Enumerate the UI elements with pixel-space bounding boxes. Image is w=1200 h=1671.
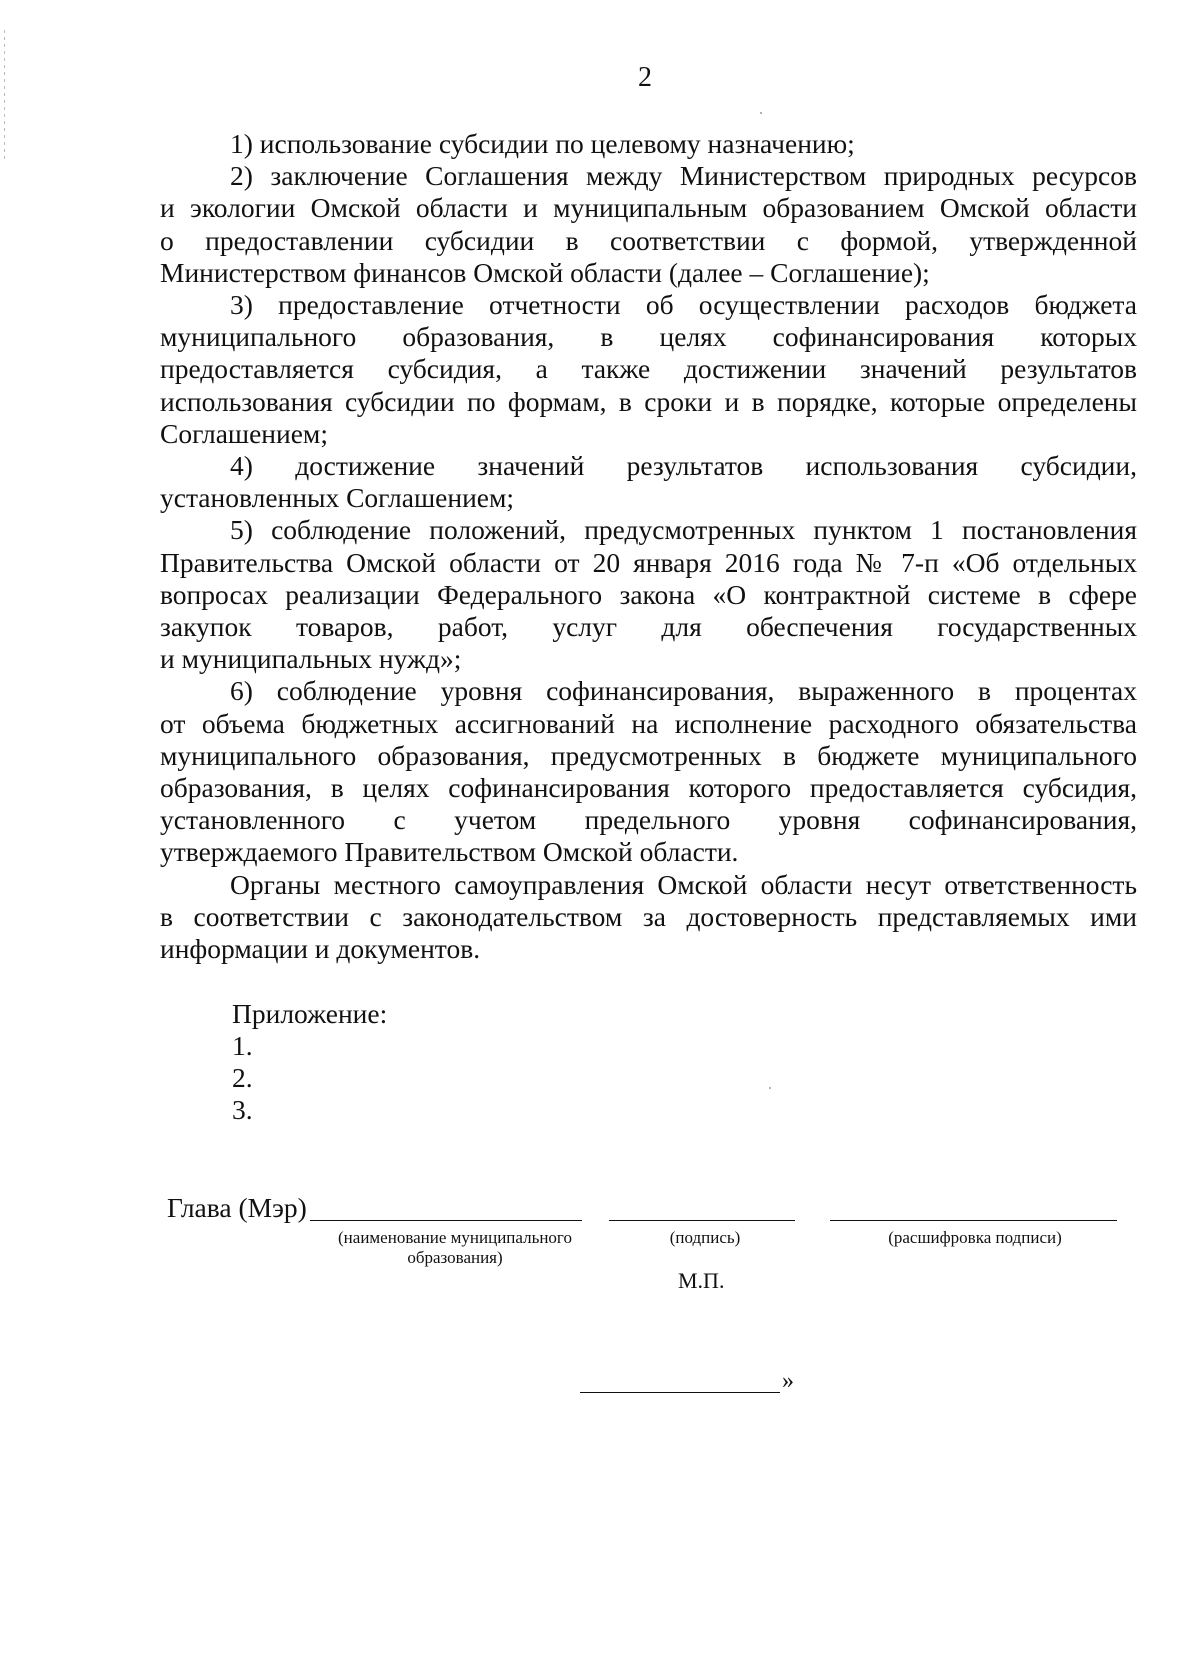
signature-decoding-line bbox=[830, 1220, 1117, 1221]
text-line: вопросах реализации Федерального закона «О контрактной системе в сфере bbox=[160, 578, 1137, 610]
text-line: муниципального образования, в целях софинансирования которых bbox=[160, 321, 1137, 353]
caption-signature-decoding: (расшифровка подписи) bbox=[888, 1228, 1062, 1247]
closing-quote: » bbox=[782, 1368, 794, 1394]
closing-line bbox=[580, 1392, 780, 1393]
document-body bbox=[160, 128, 1137, 965]
text-line: 4) достижение значений результатов использования субсидии, bbox=[230, 450, 1137, 482]
text-line: от объема бюджетных ассигнований на исполнение расходного обязательства bbox=[160, 707, 1137, 739]
text-line: 6) соблюдение уровня софинансирования, выраженного в процентах bbox=[230, 675, 1137, 707]
text-line: Органы местного самоуправления Омской области несут ответственность bbox=[230, 868, 1137, 900]
appendix-item: 3. bbox=[232, 1094, 253, 1125]
page-number: 2 bbox=[638, 62, 652, 93]
text-line: Правительства Омской области от 20 января 2016 года № 7-п «Об отдельных bbox=[160, 546, 1137, 578]
appendix-item: 2. bbox=[232, 1062, 253, 1093]
paragraph-3 bbox=[160, 289, 1137, 450]
text-line: и муниципальных нужд»; bbox=[160, 643, 462, 675]
text-line: 2) заключение Соглашения между Министерством природных ресурсов bbox=[230, 160, 1137, 192]
signature-label: Глава (Мэр) bbox=[167, 1192, 307, 1223]
appendix-item: 1. bbox=[232, 1030, 253, 1061]
text-line: 3) предоставление отчетности об осуществлении расходов бюджета bbox=[230, 289, 1137, 321]
caption-line: образования) bbox=[407, 1248, 503, 1267]
text-line: в соответствии с законодательством за достоверность представляемых ими bbox=[160, 900, 1137, 932]
scan-speck bbox=[769, 1087, 771, 1089]
stamp-place-label: М.П. bbox=[678, 1268, 725, 1293]
text-line: муниципального образования, предусмотренных в бюджете муниципального bbox=[160, 739, 1137, 771]
text-line: 5) соблюдение положений, предусмотренных пунктом 1 постановления bbox=[230, 514, 1137, 546]
text-line: и экологии Омской области и муниципальным образованием Омской области bbox=[160, 192, 1137, 224]
text-line: установленных Соглашением; bbox=[160, 482, 515, 514]
text-line: информации и документов. bbox=[160, 933, 481, 965]
paragraph-7 bbox=[160, 869, 1137, 966]
text-line: о предоставлении субсидии в соответствии с формой, утвержденной bbox=[160, 224, 1137, 256]
text-line: использования субсидии по формам, в сроки и в порядке, которые определены bbox=[160, 385, 1137, 417]
paragraph-2 bbox=[160, 160, 1137, 289]
text-line: установленного с учетом предельного уровня софинансирования, bbox=[160, 804, 1137, 836]
text-line: Соглашением; bbox=[160, 417, 328, 449]
text-line: предоставляется субсидия, а также достижении значений результатов bbox=[160, 353, 1137, 385]
text-line: Министерством финансов Омской области (далее – Соглашение); bbox=[160, 256, 930, 288]
scan-edge-marks bbox=[4, 30, 5, 160]
caption-line: (наименование муниципального bbox=[338, 1228, 572, 1247]
text-line: утверждаемого Правительством Омской области. bbox=[160, 836, 739, 868]
text-line: образования, в целях софинансирования которого предоставляется субсидия, bbox=[160, 772, 1137, 804]
signature-line bbox=[609, 1220, 795, 1221]
paragraph-4 bbox=[160, 450, 1137, 514]
paragraph-5 bbox=[160, 514, 1137, 675]
scan-speck bbox=[760, 112, 762, 114]
appendix-block bbox=[232, 998, 387, 1126]
text-line: 1) использование субсидии по целевому назначению; bbox=[230, 128, 855, 159]
paragraph-6 bbox=[160, 675, 1137, 868]
text-line: закупок товаров, работ, услуг для обеспечения государственных bbox=[160, 611, 1137, 643]
caption-municipality-name bbox=[300, 1228, 610, 1268]
paragraph-1 bbox=[160, 128, 1137, 160]
municipality-name-line bbox=[310, 1220, 582, 1221]
caption-signature: (подпись) bbox=[669, 1228, 741, 1247]
appendix-title: Приложение: bbox=[232, 998, 388, 1029]
